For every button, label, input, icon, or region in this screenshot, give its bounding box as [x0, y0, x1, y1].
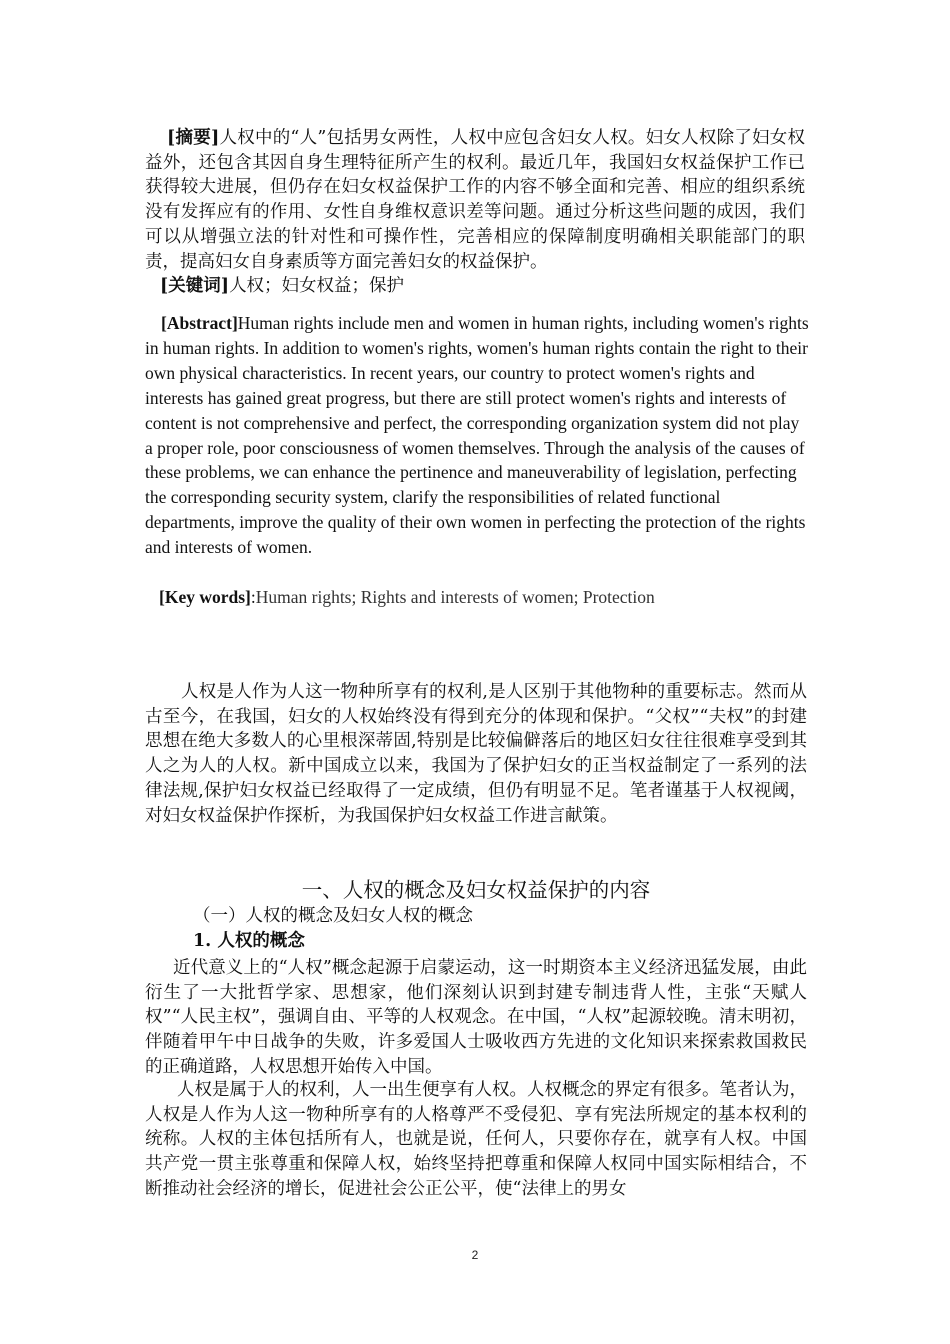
keywords-en-text: Human rights; Rights and interests of women; Protection	[255, 587, 655, 607]
keywords-en-separator: :	[250, 587, 256, 607]
keywords-en-label: [Key words]	[159, 587, 251, 607]
body-paragraph-1: 近代意义上的“人权”概念起源于启蒙运动，这一时期资本主义经济迅猛发展，由此衍生了一大批哲学家、思想家，他们深刻认识到封建专制违背人性，主张“天赋人权”“人民主权”，强调自由、平等的人权观念。在中国，“人权”起源较晚。清末明初，伴随着甲午中日战争的失败，许多爱国人士吸收西方先进的文化知识来探索救国救民的正确道路，人权思想开始传入中国。	[145, 958, 807, 1077]
keywords-chinese	[160, 274, 800, 299]
subsection-heading: （一）人权的概念及妇女人权的概念	[193, 906, 473, 926]
abstract-zh-text: 人权中的“人”包括男女两性，人权中应包含妇女人权。妇女人权除了妇女权益外，还包含其因自身生理特征所产生的权利。最近几年，我国妇女权益保护工作已获得较大进展，但仍存在妇女权益保护工作的内容不够全面和完善、相应的组织系统没有发挥应有的作用、女性自身维权意识差等问题。通过分析这些问题的成因，我们可以从增强立法的针对性和可操作性，完善相应的保障制度明确相关职能部门的职责，提高妇女自身素质等方面完善妇女的权益保护。	[145, 128, 806, 272]
body-paragraph-2: 人权是属于人的权利，人一出生便享有人权。人权概念的界定有很多。笔者认为，人权是人作为人这一物种所享有的人格尊严不受侵犯、享有宪法所规定的基本权利的统称。人权的主体包括所有人，也就是说，任何人，只要你存在，就享有人权。中国共产党一贯主张尊重和保障人权，始终坚持把尊重和保障人权同中国实际相结合，不断推动社会经济的增长，促进社会公正公平，使“法律上的男女	[145, 1080, 807, 1199]
abstract-en-label: [Abstract]	[161, 313, 238, 333]
abstract-zh-label: [摘要]	[167, 128, 220, 148]
subsubsection-heading: 1. 人权的概念	[193, 931, 305, 951]
section-heading-1: 一、人权的概念及妇女权益保护的内容	[301, 878, 651, 902]
abstract-english	[145, 311, 810, 560]
abstract-chinese	[145, 126, 805, 274]
keywords-zh-label: [关键词]	[160, 276, 230, 296]
page-number: 2	[471, 1248, 479, 1262]
abstract-en-text: Human rights include men and women in human rights, including women's rights in human rights. In addition to women's rights, women's human rights contain the right to their own physical characteristics. In recent years, our country to protect women's rights and interests has gained great progress, but there are still protect women's rights and interests of content is not comprehensive and perfect, the corresponding organization system did not play a proper role, poor consciousness of women themselves. Through the analysis of the causes of these problems, we can enhance the pertinence and maneuverability of legislation, perfecting the corresponding security system, clarify the responsibilities of related functional departments, improve the quality of their own women in perfecting the protection of the rights and interests of women.	[145, 313, 809, 558]
introduction-paragraph: 人权是人作为人这一物种所享有的权利,是人区别于其他物种的重要标志。然而从古至今，在我国，妇女的人权始终没有得到充分的体现和保护。“父权”“夫权”的封建思想在绝大多数人的心里根深蒂固,特别是比较偏僻落后的地区妇女往往很难享受到其人之为人的人权。新中国成立以来，我国为了保护妇女的正当权益制定了一系列的法律法规,保护妇女权益已经取得了一定成绩，但仍有明显不足。笔者谨基于人权视阈，对妇女权益保护作探析，为我国保护妇女权益工作进言献策。	[145, 682, 807, 826]
keywords-english	[159, 585, 799, 610]
keywords-zh-text: 人权；妇女权益；保护	[229, 276, 405, 296]
